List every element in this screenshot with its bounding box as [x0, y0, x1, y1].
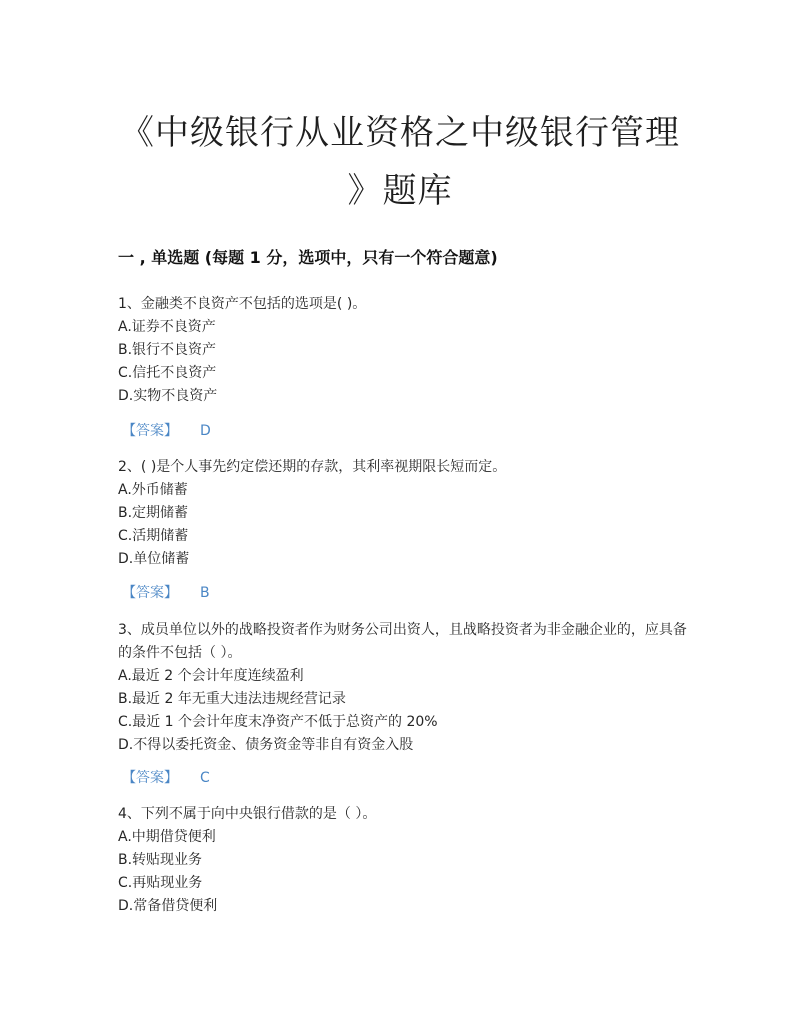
- option-a: A.中期借贷便利: [118, 829, 216, 845]
- option-d: D.单位储蓄: [118, 551, 190, 567]
- document-title-line-1: 《中级银行从业资格之中级银行管理: [120, 113, 680, 153]
- option-d: D.常备借贷便利: [118, 898, 218, 914]
- option-a: A.最近 2 个会计年度连续盈利: [118, 668, 304, 684]
- answer-2: [122, 583, 210, 603]
- answer-label: 【答案】: [122, 770, 178, 786]
- option-c: C.最近 1 个会计年度末净资产不低于总资产的 20%: [118, 714, 438, 730]
- answer-value: B: [200, 585, 210, 601]
- answer-value: D: [200, 423, 211, 439]
- section-heading: 一 , 单选题 (每题 1 分，选项中，只有一个符合题意): [118, 248, 498, 267]
- option-b: B.最近 2 年无重大违法违规经营记录: [118, 691, 346, 707]
- answer-label: 【答案】: [122, 585, 178, 601]
- question-4: [118, 803, 688, 918]
- answer-3: [122, 768, 210, 788]
- option-d: D.不得以委托资金、债务资金等非自有资金入股: [118, 737, 414, 753]
- question-2: [118, 456, 688, 571]
- option-a: A.外币储蓄: [118, 482, 188, 498]
- option-c: C.活期储蓄: [118, 528, 189, 544]
- option-a: A.证券不良资产: [118, 319, 216, 335]
- document-title: [100, 104, 700, 220]
- answer-label: 【答案】: [122, 423, 178, 439]
- option-b: B.转贴现业务: [118, 852, 203, 868]
- option-b: B.定期储蓄: [118, 505, 189, 521]
- question-stem: 3、成员单位以外的战略投资者作为财务公司出资人，且战略投资者为非金融企业的，应具备的条件不包括（ ）。: [118, 622, 687, 661]
- question-stem: 1、金融类不良资产不包括的选项是( )。: [118, 296, 367, 312]
- answer-value: C: [200, 770, 210, 786]
- document-title-line-2: 》题库: [347, 171, 453, 211]
- question-1: [118, 293, 688, 408]
- option-c: C.再贴现业务: [118, 875, 203, 891]
- question-3: [118, 619, 688, 757]
- question-stem: 2、( )是个人事先约定偿还期的存款，其利率视期限长短而定。: [118, 459, 507, 475]
- option-c: C.信托不良资产: [118, 365, 217, 381]
- option-d: D.实物不良资产: [118, 388, 218, 404]
- answer-1: [122, 421, 211, 441]
- option-b: B.银行不良资产: [118, 342, 217, 358]
- question-stem: 4、下列不属于向中央银行借款的是（ ）。: [118, 806, 377, 822]
